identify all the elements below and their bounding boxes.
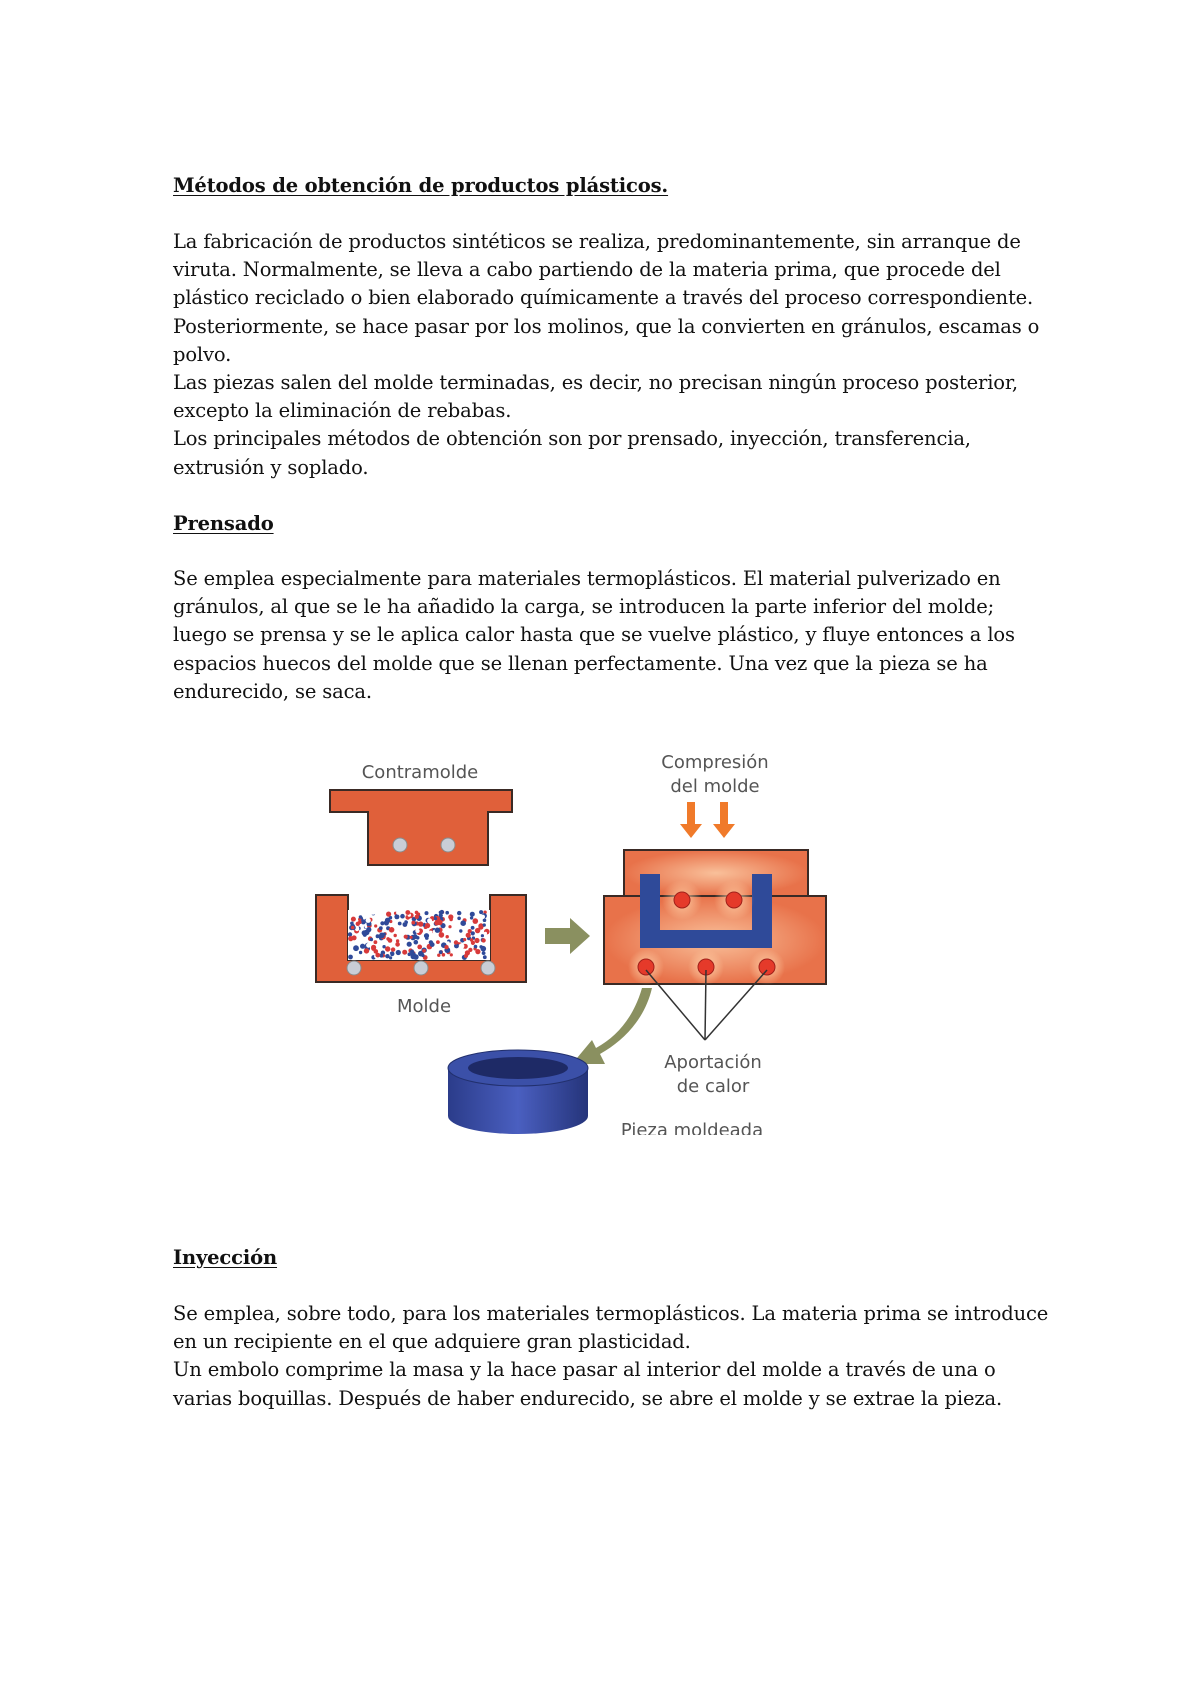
- granule: [360, 944, 365, 949]
- granule: [413, 934, 418, 939]
- granule: [417, 945, 422, 950]
- granule: [389, 927, 395, 933]
- granule: [370, 938, 373, 941]
- granule: [448, 925, 451, 928]
- granule: [407, 942, 412, 947]
- document-title: Métodos de obtención de productos plásticos.: [173, 174, 669, 197]
- granule: [415, 915, 419, 919]
- section-text-inyeccion: [173, 1300, 1053, 1413]
- granule: [391, 947, 395, 951]
- granule: [463, 938, 466, 941]
- granule: [397, 926, 400, 929]
- granule: [398, 922, 402, 926]
- mold-hole: [414, 961, 428, 975]
- molded-part-image: [448, 1050, 588, 1134]
- intro-paragraphs: [173, 228, 1053, 482]
- granule: [395, 942, 400, 947]
- granule: [396, 911, 400, 915]
- intro-paragraph: La fabricación de productos sintéticos se realiza, predominantemente, sin arranque de viruta. Normalmente, se lleva a cabo partiendo de la materia prima, que procede del plástico reciclado o bien elaborado químicamente a través del proceso correspondiente.: [173, 230, 1034, 310]
- granule: [388, 938, 393, 943]
- granule: [385, 954, 389, 958]
- granule: [448, 914, 453, 919]
- granule: [427, 918, 432, 923]
- granule: [479, 910, 483, 914]
- granule: [424, 933, 429, 938]
- granule: [481, 934, 484, 937]
- intro-paragraph: Las piezas salen del molde terminadas, es decir, no precisan ningún proceso posterior, excepto la eliminación de rebabas.: [173, 371, 1018, 423]
- granule: [358, 920, 362, 924]
- granule: [430, 942, 435, 947]
- granule: [415, 929, 419, 933]
- granule: [465, 950, 470, 955]
- granule: [482, 951, 486, 955]
- granule: [425, 911, 429, 915]
- compression-arrows-icon: [680, 802, 735, 838]
- granule: [474, 938, 479, 943]
- heat-label-line2: de calor: [676, 1076, 750, 1097]
- granule: [418, 921, 423, 926]
- section-heading-prensado: Prensado: [173, 512, 274, 535]
- granule: [434, 917, 437, 920]
- compression-label-line2: del molde: [670, 776, 760, 797]
- granule: [470, 954, 474, 958]
- granule: [436, 940, 440, 944]
- section-text-prensado: [173, 565, 1053, 706]
- granule: [415, 911, 419, 915]
- process-arrow-icon: [545, 918, 590, 954]
- granule: [466, 912, 469, 915]
- section-paragraph: Un embolo comprime la masa y la hace pasar al interior del molde a través de una o varias boquillas. Después de haber endurecido, se abre el molde y se extrae la pieza.: [173, 1358, 1002, 1410]
- granule: [366, 927, 371, 932]
- granule: [481, 915, 485, 919]
- granule: [379, 926, 383, 930]
- mold-label: Molde: [396, 996, 452, 1017]
- granule: [445, 911, 449, 915]
- granule: [404, 935, 408, 939]
- granule: [402, 950, 407, 955]
- granule: [437, 954, 440, 957]
- granule: [400, 914, 405, 919]
- mold-hole: [347, 961, 361, 975]
- granule: [353, 945, 359, 951]
- granule: [449, 932, 455, 938]
- granule: [481, 938, 485, 942]
- compression-label-line1: Compresión: [661, 752, 769, 773]
- granule: [350, 922, 354, 926]
- granule: [470, 916, 473, 919]
- granule: [446, 941, 449, 944]
- granule: [450, 953, 453, 956]
- intro-paragraph: Los principales métodos de obtención son por prensado, inyección, transferencia, extrusión y soplado.: [173, 427, 971, 479]
- countermold-shape: [330, 790, 512, 865]
- section-paragraph: Se emplea, sobre todo, para los materiales termoplásticos. La materia prima se introduce en un recipiente en el que adquiere gran plasticidad.: [173, 1302, 1049, 1354]
- granule: [414, 947, 419, 952]
- granule: [351, 917, 356, 922]
- granule: [473, 918, 479, 924]
- granule: [439, 932, 445, 938]
- granule: [386, 912, 391, 917]
- granule: [479, 945, 482, 948]
- granule: [460, 920, 466, 926]
- granule: [414, 940, 419, 945]
- granule: [385, 918, 390, 923]
- granule: [351, 926, 355, 930]
- granule: [483, 955, 487, 959]
- countermold-hole: [441, 838, 455, 852]
- granule: [437, 919, 443, 925]
- granule: [411, 921, 415, 925]
- granule: [348, 936, 353, 941]
- granule: [380, 921, 384, 925]
- granule: [457, 917, 461, 921]
- granule: [484, 932, 487, 935]
- granule: [403, 922, 408, 927]
- granule: [439, 950, 443, 954]
- granule: [408, 953, 412, 957]
- granule: [385, 946, 390, 951]
- granule: [375, 953, 380, 958]
- granule: [374, 940, 378, 944]
- countermold-label: Contramolde: [361, 762, 479, 783]
- granule: [396, 950, 401, 955]
- output-arrow-icon: [572, 988, 652, 1064]
- granule: [471, 926, 475, 930]
- granule: [444, 945, 448, 949]
- granule: [359, 951, 362, 954]
- section-heading-inyeccion: Inyección: [173, 1246, 278, 1269]
- granule: [394, 934, 397, 937]
- granule: [374, 924, 377, 927]
- granule: [459, 929, 462, 932]
- granule: [366, 910, 371, 915]
- granule: [348, 955, 353, 960]
- granule: [411, 952, 416, 957]
- granule: [429, 931, 432, 934]
- granule: [459, 943, 465, 949]
- granule: [456, 922, 461, 927]
- granule: [394, 914, 399, 919]
- granule: [390, 951, 395, 956]
- granule: [364, 948, 369, 953]
- granule: [425, 923, 430, 928]
- granule: [470, 912, 475, 917]
- compression-molding-figure: [300, 750, 840, 1135]
- granule: [470, 938, 474, 942]
- granule: [379, 933, 385, 939]
- section-paragraph: Se emplea especialmente para materiales termoplásticos. El material pulverizado en gránulos, al que se le ha añadido la carga, se introducen la parte inferior del molde; luego se prensa y se le aplica calor hasta que se vuelve plástico, y fluye entonces a los espacios huecos del molde que se llenan perfectamente. Una vez que la pieza se ha endurecido, se saca.: [173, 567, 1015, 703]
- granule: [362, 930, 367, 935]
- granule: [405, 910, 410, 915]
- granule: [366, 943, 371, 948]
- intro-paragraph: Posteriormente, se hace pasar por los molinos, que la convierten en gránulos, escamas o polvo.: [173, 314, 1040, 366]
- granule: [457, 911, 461, 915]
- granule: [359, 915, 363, 919]
- molded-part-label: Pieza moldeada: [620, 1120, 764, 1135]
- granule: [474, 945, 478, 949]
- granule: [366, 918, 371, 923]
- granule: [440, 910, 444, 914]
- granule: [348, 932, 352, 936]
- granule: [408, 927, 413, 932]
- granule: [422, 949, 426, 953]
- granule: [442, 953, 446, 957]
- granule: [471, 931, 475, 935]
- countermold-hole: [393, 838, 407, 852]
- granule: [478, 925, 483, 930]
- granule: [454, 940, 458, 944]
- granule: [370, 909, 375, 914]
- granule: [410, 936, 413, 939]
- granule: [446, 935, 449, 938]
- mold-hole: [481, 961, 495, 975]
- heat-label-line1: Aportación: [664, 1052, 762, 1073]
- granule: [435, 928, 440, 933]
- granule: [466, 933, 471, 938]
